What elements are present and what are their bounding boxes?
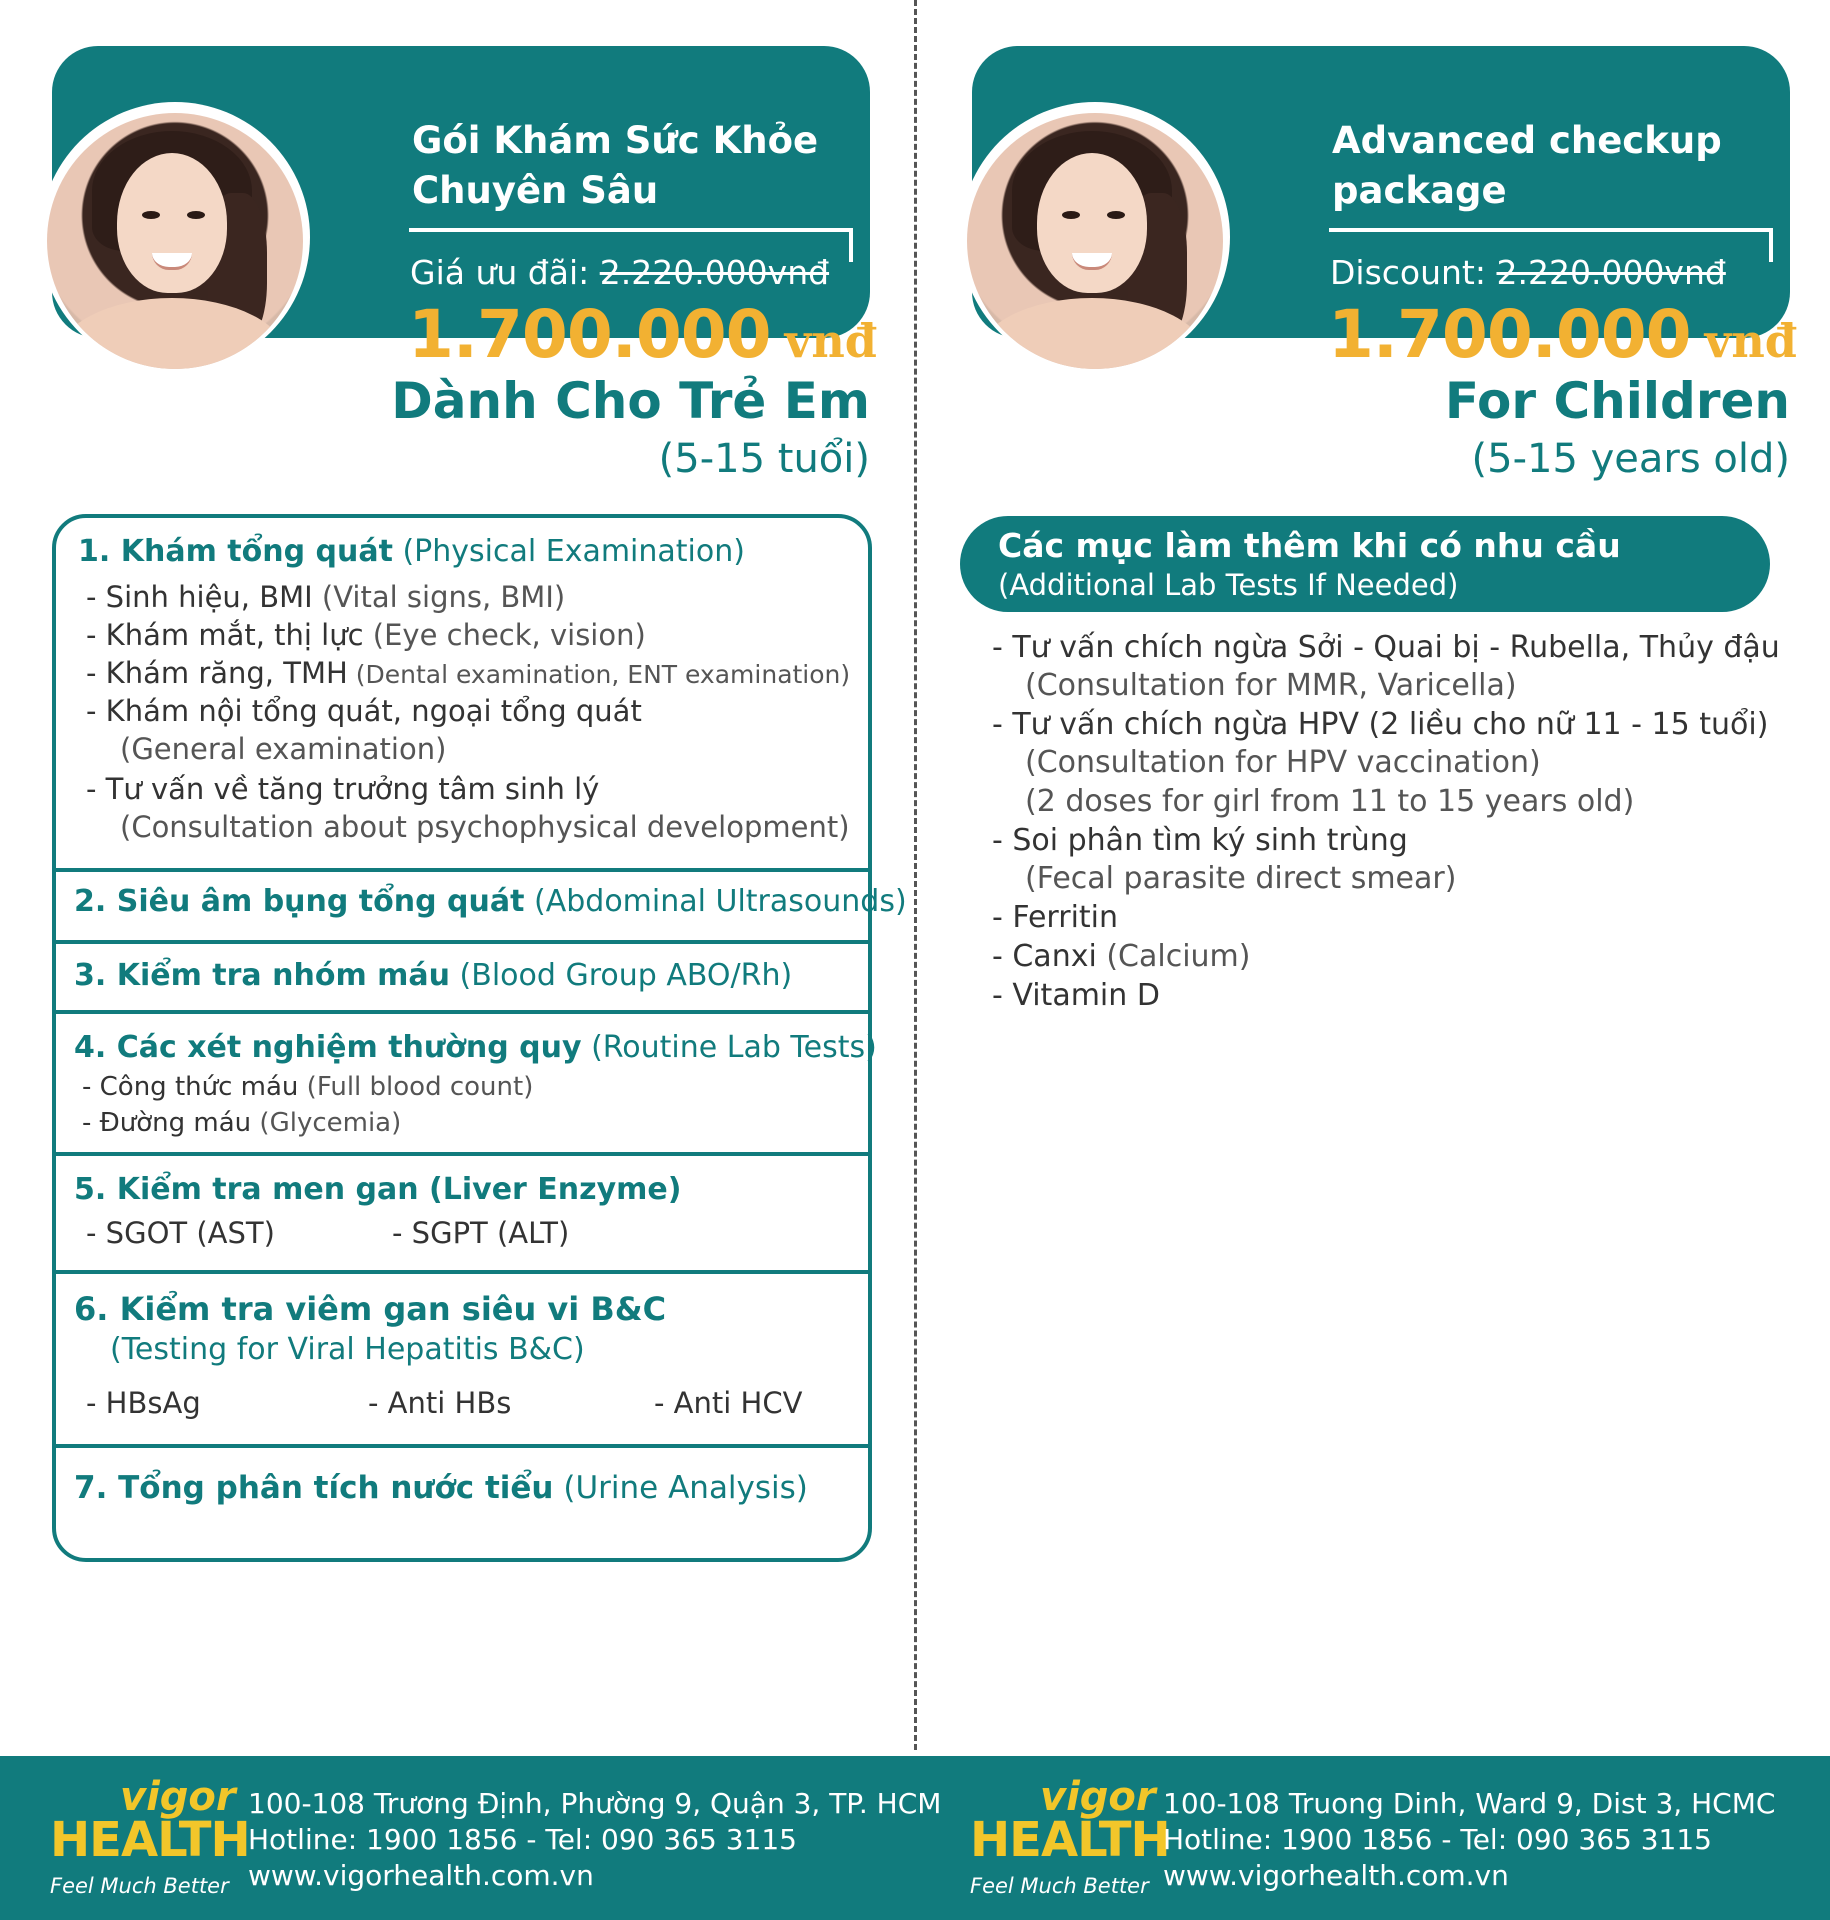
section-heading: 1. Khám tổng quát (Physical Examination) [78,534,745,569]
list-item: - SGOT (AST) [86,1216,275,1250]
panel-vietnamese [0,0,907,1755]
list-item-translation: (Fecal parasite direct smear) [1025,861,1457,896]
audience-age: (5-15 tuổi) [658,436,870,482]
price-currency: vnđ [1704,314,1797,368]
list-item: - Anti HCV [654,1386,803,1420]
banner-title [412,116,872,216]
section-hepatitis [56,1274,868,1448]
list-item-translation: (Consultation for HPV vaccination) [1025,745,1541,780]
footer-address: 100-108 Trương Định, Phường 9, Quận 3, TP. HCM [248,1787,942,1820]
section-heading: 7. Tổng phân tích nước tiểu (Urine Analysis) [74,1470,808,1506]
price-label: Giá ưu đãi: [410,253,600,292]
section-ultrasound [56,868,907,944]
pill-subtitle: (Additional Lab Tests If Needed) [998,568,1459,602]
list-item: - SGPT (ALT) [392,1216,570,1250]
price-row [410,253,829,292]
list-item: - Tư vấn chích ngừa Sởi - Quai bị - Rubella, Thủy đậu [992,630,1780,665]
section-physical-exam [56,518,868,872]
list-item: - Tư vấn về tăng trưởng tâm sinh lý [86,772,600,806]
list-item: - Khám mắt, thị lực (Eye check, vision) [86,618,646,652]
vigor-health-logo: vigor HEALTH Feel Much Better [970,1774,1170,1898]
price-currency: vnđ [784,314,877,368]
price-old: 2.220.000vnđ [599,253,830,292]
list-item: - Khám nội tổng quát, ngoại tổng quát [86,694,642,728]
list-item-translation: (Consultation about psychophysical development) [120,810,850,844]
banner-title [1332,116,1792,216]
list-item: - Sinh hiệu, BMI (Vital signs, BMI) [86,580,566,614]
section-blood-group [56,944,868,1014]
audience-title: For Children [1444,372,1790,430]
price-old: 2.220.000vnđ [1496,253,1726,292]
list-item: - HBsAg [86,1386,201,1420]
child-photo [967,113,1223,369]
list-item: - Vitamin D [992,978,1160,1013]
vigor-health-logo: vigor HEALTH Feel Much Better [50,1774,250,1898]
section-routine-lab [56,1014,877,1156]
list-item: - Tư vấn chích ngừa HPV (2 liều cho nữ 11 - 15 tuổi) [992,707,1769,742]
section-subheading: (Testing for Viral Hepatitis B&C) [110,1332,585,1367]
section-heading: 5. Kiểm tra men gan (Liver Enzyme) [74,1172,682,1207]
price-new [1328,296,1797,373]
list-item: - Ferritin [992,900,1119,935]
banner-title-line1: Advanced checkup [1332,119,1722,162]
list-item: - Anti HBs [368,1386,512,1420]
audience-age: (5-15 years old) [1471,436,1790,482]
section-heading: 6. Kiểm tra viêm gan siêu vi B&C [74,1290,667,1328]
section-heading: 2. Siêu âm bụng tổng quát (Abdominal Ultrasounds) [74,884,907,919]
list-item: - Công thức máu (Full blood count) [82,1072,534,1102]
list-item: - Khám răng, TMH (Dental examination, ENT examination) [86,656,851,690]
dashed-divider [914,0,917,1750]
section-heading: 4. Các xét nghiệm thường quy (Routine Lab Tests) [74,1030,877,1065]
footer [0,1756,1830,1920]
audience-title: Dành Cho Trẻ Em [391,372,870,430]
footer-contact [248,1786,941,1894]
list-item-translation: (General examination) [120,732,447,766]
price-label: Discount: [1330,253,1497,292]
footer-hotline: Hotline: 1900 1856 - Tel: 090 365 3115 [248,1823,797,1856]
panel-english [920,0,1810,1755]
section-heading: 3. Kiểm tra nhóm máu (Blood Group ABO/Rh) [74,958,793,993]
price-new-value: 1.700.000 [1328,296,1691,373]
section-urine [56,1448,868,1548]
services-box [52,514,907,1562]
banner-title-line2: package [1332,169,1507,212]
footer-website[interactable]: www.vigorhealth.com.vn [248,1859,594,1892]
list-item: - Soi phân tìm ký sinh trùng [992,823,1408,858]
price-new [408,296,877,373]
pill-title: Các mục làm thêm khi có nhu cầu [998,526,1621,565]
price-row [1330,253,1726,292]
banner-title-line1: Gói Khám Sức Khỏe [412,119,819,162]
additional-tests-header [960,516,1770,612]
footer-contact [1163,1786,1775,1894]
banner-title-line2: Chuyên Sâu [412,169,659,212]
child-photo [47,113,303,369]
footer-address: 100-108 Truong Dinh, Ward 9, Dist 3, HCMC [1163,1787,1776,1820]
list-item-translation: (2 doses for girl from 11 to 15 years old) [1025,784,1635,819]
section-liver-enzyme [56,1156,868,1274]
list-item: - Đường máu (Glycemia) [82,1108,402,1138]
footer-website[interactable]: www.vigorhealth.com.vn [1163,1859,1509,1892]
footer-hotline: Hotline: 1900 1856 - Tel: 090 365 3115 [1163,1823,1712,1856]
list-item-translation: (Consultation for MMR, Varicella) [1025,668,1517,703]
list-item: - Canxi (Calcium) [992,939,1251,974]
price-new-value: 1.700.000 [408,296,771,373]
